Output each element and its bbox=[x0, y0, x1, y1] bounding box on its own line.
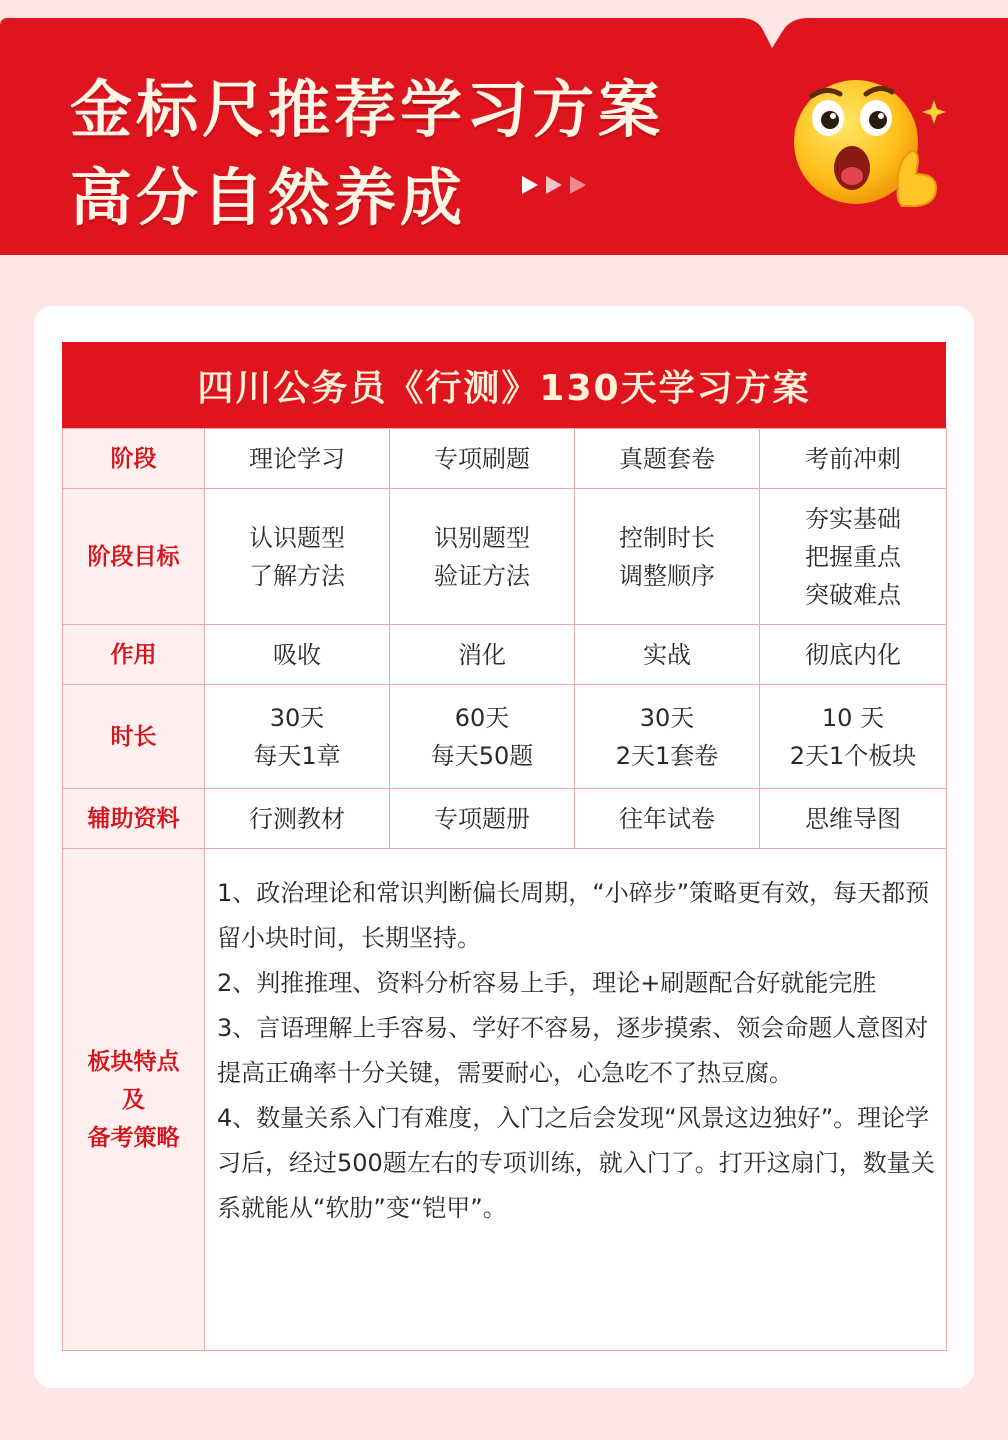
materials-cell: 往年试卷 bbox=[575, 789, 760, 849]
goal-line: 验证方法 bbox=[434, 561, 530, 590]
goal-line: 认识题型 bbox=[249, 523, 345, 552]
effect-cell: 彻底内化 bbox=[760, 625, 947, 685]
stage-cell: 考前冲刺 bbox=[760, 429, 947, 489]
duration-line: 10 天 bbox=[821, 703, 885, 732]
goal-line: 把握重点 bbox=[805, 542, 901, 571]
effect-cell: 实战 bbox=[575, 625, 760, 685]
strategy-notes bbox=[205, 849, 947, 1351]
strategy-paragraph: 2、判推推理、资料分析容易上手，理论+刷题配合好就能完胜 bbox=[217, 969, 877, 997]
strategy-paragraph: 1、政治理论和常识判断偏长周期，“小碎步”策略更有效，每天都预留小块时间，长期坚持。 bbox=[217, 879, 930, 952]
goal-line: 夯实基础 bbox=[805, 504, 901, 533]
strategy-paragraph: 3、言语理解上手容易、学好不容易，逐步摸索、领会命题人意图对提高正确率十分关键，需要耐心，心急吃不了热豆腐。 bbox=[217, 1014, 929, 1087]
headline-line-1: 金标尺推荐学习方案 bbox=[70, 73, 665, 146]
duration-cell bbox=[760, 685, 947, 789]
duration-line: 30天 bbox=[269, 703, 325, 732]
goal-cell bbox=[760, 489, 947, 625]
strategy-paragraph: 4、数量关系入门有难度，入门之后会发现“风景这边独好”。理论学习后，经过500题左右的专项训练，就入门了。打开这扇门，数量关系就能从“软肋”变“铠甲”。 bbox=[217, 1104, 935, 1222]
materials-cell: 思维导图 bbox=[760, 789, 947, 849]
goal-line: 调整顺序 bbox=[619, 561, 715, 590]
goal-line: 控制时长 bbox=[619, 523, 715, 552]
goal-cell bbox=[205, 489, 390, 625]
row-materials bbox=[63, 789, 947, 849]
strategy-label-line: 及 bbox=[122, 1086, 145, 1113]
duration-cell bbox=[390, 685, 575, 789]
goal-cell bbox=[575, 489, 760, 625]
table-title: 四川公务员《行测》130天学习方案 bbox=[62, 342, 946, 428]
plan-grid bbox=[62, 428, 947, 1351]
duration-line: 2天1个板块 bbox=[789, 741, 917, 770]
headline bbox=[70, 66, 664, 242]
row-header-strategy bbox=[63, 849, 205, 1351]
surprised-emoji-thumbs-up-icon bbox=[786, 78, 956, 218]
goal-line: 了解方法 bbox=[249, 561, 345, 590]
stage-cell: 理论学习 bbox=[205, 429, 390, 489]
study-plan-table bbox=[62, 342, 946, 1351]
effect-cell: 消化 bbox=[390, 625, 575, 685]
triple-arrow-icon bbox=[522, 172, 596, 198]
strategy-label-line: 板块特点 bbox=[87, 1048, 180, 1075]
stage-cell: 专项刷题 bbox=[390, 429, 575, 489]
headline-line-2: 高分自然养成 bbox=[70, 161, 467, 234]
row-header-goal: 阶段目标 bbox=[63, 489, 205, 625]
goal-line: 识别题型 bbox=[434, 523, 530, 552]
row-strategy bbox=[63, 849, 947, 1351]
row-duration bbox=[63, 685, 947, 789]
duration-cell bbox=[575, 685, 760, 789]
row-header-materials: 辅助资料 bbox=[63, 789, 205, 849]
goal-line: 突破难点 bbox=[805, 580, 901, 609]
row-header-effect: 作用 bbox=[63, 625, 205, 685]
effect-cell: 吸收 bbox=[205, 625, 390, 685]
duration-line: 30天 bbox=[639, 703, 695, 732]
row-header-stage: 阶段 bbox=[63, 429, 205, 489]
stage-cell: 真题套卷 bbox=[575, 429, 760, 489]
row-stage bbox=[63, 429, 947, 489]
goal-cell bbox=[390, 489, 575, 625]
strategy-label-line: 备考策略 bbox=[87, 1124, 180, 1151]
materials-cell: 行测教材 bbox=[205, 789, 390, 849]
row-effect bbox=[63, 625, 947, 685]
duration-cell bbox=[205, 685, 390, 789]
duration-line: 2天1套卷 bbox=[615, 741, 719, 770]
duration-line: 每天1章 bbox=[253, 741, 341, 770]
duration-line: 60天 bbox=[454, 703, 510, 732]
materials-cell: 专项题册 bbox=[390, 789, 575, 849]
row-goal bbox=[63, 489, 947, 625]
duration-line: 每天50题 bbox=[430, 741, 534, 770]
row-header-duration: 时长 bbox=[63, 685, 205, 789]
